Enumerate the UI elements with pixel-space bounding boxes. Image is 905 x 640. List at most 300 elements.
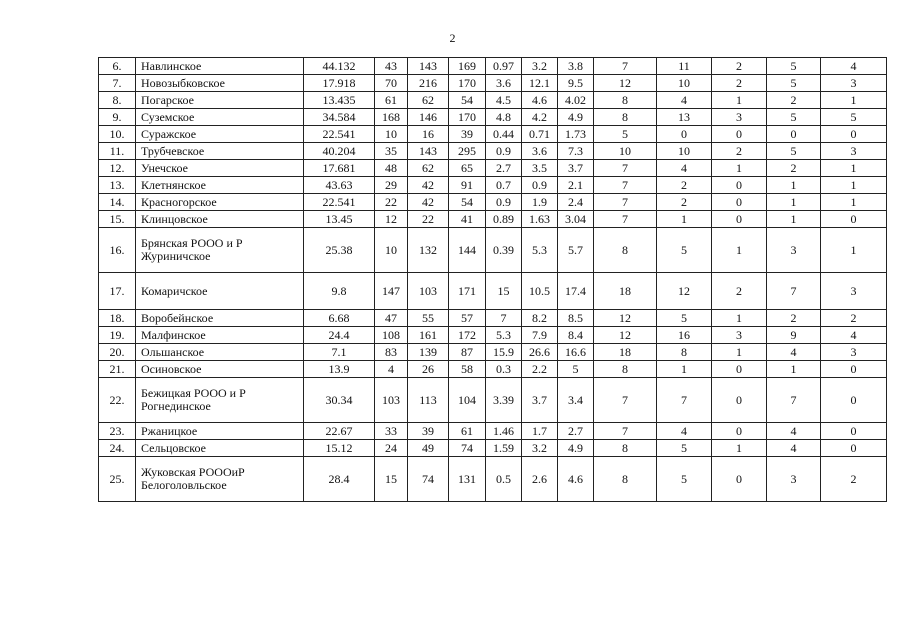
data-cell: 8.4 — [558, 327, 594, 344]
data-cell: 2 — [821, 310, 887, 327]
data-cell: 15.9 — [486, 344, 522, 361]
data-cell: 0 — [821, 126, 887, 143]
data-cell: 33 — [375, 423, 408, 440]
data-cell: 1.59 — [486, 440, 522, 457]
data-cell: 48 — [375, 160, 408, 177]
data-cell: 7 — [594, 423, 657, 440]
data-cell: 104 — [449, 378, 486, 423]
district-name: Ольшанское — [136, 344, 304, 361]
data-cell: 1.9 — [522, 194, 558, 211]
district-name: Воробейнское — [136, 310, 304, 327]
data-cell: 49 — [408, 440, 449, 457]
data-cell: 4 — [657, 423, 712, 440]
data-cell: 1 — [712, 440, 767, 457]
table-row — [99, 160, 887, 177]
data-cell: 2.2 — [522, 361, 558, 378]
row-number: 16. — [99, 228, 136, 273]
data-cell: 0.9 — [486, 143, 522, 160]
data-cell: 3.5 — [522, 160, 558, 177]
data-cell: 15 — [375, 457, 408, 502]
data-cell: 3.6 — [486, 75, 522, 92]
district-name: Клинцовское — [136, 211, 304, 228]
data-cell: 7 — [594, 378, 657, 423]
data-cell: 0 — [821, 361, 887, 378]
data-cell: 5 — [657, 440, 712, 457]
data-cell: 8.5 — [558, 310, 594, 327]
data-cell: 3 — [712, 109, 767, 126]
row-number: 20. — [99, 344, 136, 361]
row-number: 25. — [99, 457, 136, 502]
data-cell: 4 — [767, 423, 821, 440]
data-cell: 4 — [767, 344, 821, 361]
district-name: Трубчевское — [136, 143, 304, 160]
table-row — [99, 344, 887, 361]
data-cell: 5 — [767, 75, 821, 92]
table-row — [99, 273, 887, 310]
district-name: Ржаницкое — [136, 423, 304, 440]
data-cell: 3 — [821, 273, 887, 310]
row-number: 21. — [99, 361, 136, 378]
table-row — [99, 126, 887, 143]
data-cell: 4.2 — [522, 109, 558, 126]
data-cell: 4.8 — [486, 109, 522, 126]
district-name: Погарское — [136, 92, 304, 109]
data-cell: 2 — [712, 143, 767, 160]
data-cell: 12 — [594, 310, 657, 327]
data-cell: 1 — [712, 310, 767, 327]
data-cell: 25.38 — [304, 228, 375, 273]
data-cell: 2 — [657, 194, 712, 211]
district-name: Суражское — [136, 126, 304, 143]
data-cell: 13 — [657, 109, 712, 126]
data-cell: 8 — [594, 109, 657, 126]
data-cell: 2.6 — [522, 457, 558, 502]
data-cell: 4 — [767, 440, 821, 457]
data-cell: 12.1 — [522, 75, 558, 92]
data-cell: 3.2 — [522, 440, 558, 457]
data-cell: 170 — [449, 109, 486, 126]
data-cell: 132 — [408, 228, 449, 273]
data-cell: 3.4 — [558, 378, 594, 423]
data-cell: 43 — [375, 58, 408, 75]
data-cell: 147 — [375, 273, 408, 310]
data-cell: 3 — [767, 228, 821, 273]
data-cell: 1.63 — [522, 211, 558, 228]
data-cell: 216 — [408, 75, 449, 92]
data-cell: 146 — [408, 109, 449, 126]
data-cell: 9 — [767, 327, 821, 344]
district-name: Клетнянское — [136, 177, 304, 194]
row-number: 18. — [99, 310, 136, 327]
data-cell: 4 — [821, 58, 887, 75]
data-cell: 12 — [375, 211, 408, 228]
data-cell: 41 — [449, 211, 486, 228]
row-number: 8. — [99, 92, 136, 109]
data-cell: 8 — [594, 92, 657, 109]
data-cell: 1 — [821, 92, 887, 109]
data-cell: 17.681 — [304, 160, 375, 177]
data-cell: 4.9 — [558, 440, 594, 457]
data-cell: 1.7 — [522, 423, 558, 440]
table-row — [99, 361, 887, 378]
data-cell: 0 — [712, 194, 767, 211]
data-cell: 54 — [449, 92, 486, 109]
data-cell: 8 — [594, 440, 657, 457]
data-cell: 13.9 — [304, 361, 375, 378]
data-cell: 13.435 — [304, 92, 375, 109]
data-cell: 144 — [449, 228, 486, 273]
data-cell: 13.45 — [304, 211, 375, 228]
data-cell: 5 — [767, 109, 821, 126]
data-cell: 18 — [594, 344, 657, 361]
data-cell: 2.7 — [558, 423, 594, 440]
data-cell: 0 — [712, 177, 767, 194]
data-cell: 0.9 — [486, 194, 522, 211]
data-cell: 8 — [657, 344, 712, 361]
table-row — [99, 310, 887, 327]
data-cell: 42 — [408, 177, 449, 194]
district-name: Суземское — [136, 109, 304, 126]
data-cell: 3.8 — [558, 58, 594, 75]
data-cell: 4.6 — [522, 92, 558, 109]
data-cell: 2 — [767, 160, 821, 177]
data-cell: 0 — [821, 211, 887, 228]
data-cell: 62 — [408, 92, 449, 109]
data-cell: 113 — [408, 378, 449, 423]
data-cell: 8.2 — [522, 310, 558, 327]
row-number: 7. — [99, 75, 136, 92]
data-cell: 2 — [712, 273, 767, 310]
row-number: 11. — [99, 143, 136, 160]
data-cell: 10 — [375, 228, 408, 273]
data-cell: 62 — [408, 160, 449, 177]
district-name: Красногорское — [136, 194, 304, 211]
row-number: 9. — [99, 109, 136, 126]
data-cell: 9.5 — [558, 75, 594, 92]
data-cell: 29 — [375, 177, 408, 194]
data-cell: 12 — [657, 273, 712, 310]
row-number: 23. — [99, 423, 136, 440]
data-cell: 1.73 — [558, 126, 594, 143]
data-cell: 22.67 — [304, 423, 375, 440]
data-cell: 0 — [712, 378, 767, 423]
page-number: 2 — [449, 31, 456, 45]
district-name: Малфинское — [136, 327, 304, 344]
data-cell: 143 — [408, 58, 449, 75]
data-cell: 22 — [375, 194, 408, 211]
data-cell: 0.89 — [486, 211, 522, 228]
data-cell: 15 — [486, 273, 522, 310]
table-row — [99, 177, 887, 194]
data-cell: 12 — [594, 75, 657, 92]
district-name: Новозыбковское — [136, 75, 304, 92]
data-cell: 1 — [821, 160, 887, 177]
data-cell: 22.541 — [304, 126, 375, 143]
data-cell: 55 — [408, 310, 449, 327]
data-cell: 10 — [657, 75, 712, 92]
data-cell: 5 — [558, 361, 594, 378]
data-cell: 0.71 — [522, 126, 558, 143]
table-row — [99, 423, 887, 440]
data-cell: 16 — [408, 126, 449, 143]
data-cell: 10 — [375, 126, 408, 143]
data-cell: 47 — [375, 310, 408, 327]
data-cell: 83 — [375, 344, 408, 361]
table-row — [99, 143, 887, 160]
statistics-table — [98, 57, 887, 502]
data-cell: 4 — [375, 361, 408, 378]
data-cell: 34.584 — [304, 109, 375, 126]
data-cell: 26 — [408, 361, 449, 378]
data-cell: 5.7 — [558, 228, 594, 273]
data-cell: 2.4 — [558, 194, 594, 211]
table-row — [99, 457, 887, 502]
data-cell: 3.7 — [558, 160, 594, 177]
data-cell: 12 — [594, 327, 657, 344]
data-cell: 26.6 — [522, 344, 558, 361]
row-number: 15. — [99, 211, 136, 228]
data-cell: 2 — [767, 92, 821, 109]
data-cell: 74 — [449, 440, 486, 457]
data-cell: 0.5 — [486, 457, 522, 502]
row-number: 22. — [99, 378, 136, 423]
data-cell: 0.97 — [486, 58, 522, 75]
data-cell: 5 — [594, 126, 657, 143]
row-number: 19. — [99, 327, 136, 344]
data-cell: 7.3 — [558, 143, 594, 160]
data-cell: 28.4 — [304, 457, 375, 502]
data-cell: 35 — [375, 143, 408, 160]
data-cell: 139 — [408, 344, 449, 361]
data-cell: 16 — [657, 327, 712, 344]
data-cell: 0.39 — [486, 228, 522, 273]
data-cell: 7 — [594, 58, 657, 75]
data-cell: 44.132 — [304, 58, 375, 75]
data-cell: 10 — [657, 143, 712, 160]
data-cell: 9.8 — [304, 273, 375, 310]
data-cell: 0 — [712, 361, 767, 378]
data-cell: 143 — [408, 143, 449, 160]
data-cell: 17.4 — [558, 273, 594, 310]
data-cell: 2 — [712, 75, 767, 92]
data-cell: 5.3 — [522, 228, 558, 273]
data-cell: 43.63 — [304, 177, 375, 194]
data-cell: 0 — [657, 126, 712, 143]
data-cell: 0 — [712, 211, 767, 228]
data-cell: 2 — [821, 457, 887, 502]
table-row — [99, 211, 887, 228]
data-cell: 18 — [594, 273, 657, 310]
data-cell: 4.9 — [558, 109, 594, 126]
data-cell: 103 — [375, 378, 408, 423]
data-cell: 74 — [408, 457, 449, 502]
data-cell: 0.9 — [522, 177, 558, 194]
data-cell: 0.44 — [486, 126, 522, 143]
data-cell: 7 — [657, 378, 712, 423]
data-cell: 87 — [449, 344, 486, 361]
data-cell: 3.04 — [558, 211, 594, 228]
data-cell: 39 — [449, 126, 486, 143]
data-cell: 2 — [767, 310, 821, 327]
table-row — [99, 228, 887, 273]
data-cell: 58 — [449, 361, 486, 378]
data-cell: 1 — [657, 211, 712, 228]
data-cell: 7.9 — [522, 327, 558, 344]
data-cell: 1 — [821, 228, 887, 273]
data-cell: 3 — [821, 75, 887, 92]
data-cell: 4.6 — [558, 457, 594, 502]
data-cell: 30.34 — [304, 378, 375, 423]
district-name: Комаричское — [136, 273, 304, 310]
data-cell: 2.7 — [486, 160, 522, 177]
district-name: Бежицкая РООО и Р Рогнединское — [136, 378, 304, 423]
data-cell: 0 — [712, 126, 767, 143]
data-cell: 168 — [375, 109, 408, 126]
data-cell: 8 — [594, 228, 657, 273]
data-cell: 8 — [594, 457, 657, 502]
data-cell: 5 — [657, 457, 712, 502]
data-cell: 16.6 — [558, 344, 594, 361]
data-cell: 22 — [408, 211, 449, 228]
data-cell: 170 — [449, 75, 486, 92]
data-cell: 2.1 — [558, 177, 594, 194]
data-cell: 7 — [486, 310, 522, 327]
data-cell: 24.4 — [304, 327, 375, 344]
data-cell: 1 — [712, 92, 767, 109]
data-cell: 1 — [821, 177, 887, 194]
data-cell: 0 — [821, 440, 887, 457]
data-cell: 0 — [821, 378, 887, 423]
data-cell: 1.46 — [486, 423, 522, 440]
data-cell: 7 — [594, 194, 657, 211]
data-cell: 10.5 — [522, 273, 558, 310]
data-cell: 0 — [821, 423, 887, 440]
table-row — [99, 109, 887, 126]
data-cell: 5 — [657, 310, 712, 327]
data-cell: 6.68 — [304, 310, 375, 327]
district-name: Навлинское — [136, 58, 304, 75]
data-cell: 65 — [449, 160, 486, 177]
data-cell: 1 — [712, 344, 767, 361]
data-cell: 3.6 — [522, 143, 558, 160]
data-cell: 3.7 — [522, 378, 558, 423]
table-row — [99, 58, 887, 75]
table-body — [99, 58, 887, 502]
table-row — [99, 92, 887, 109]
data-cell: 39 — [408, 423, 449, 440]
data-cell: 3 — [767, 457, 821, 502]
data-cell: 4 — [657, 160, 712, 177]
row-number: 14. — [99, 194, 136, 211]
data-cell: 103 — [408, 273, 449, 310]
data-cell: 0 — [712, 423, 767, 440]
data-cell: 2 — [712, 58, 767, 75]
row-number: 10. — [99, 126, 136, 143]
data-cell: 61 — [375, 92, 408, 109]
row-number: 24. — [99, 440, 136, 457]
data-cell: 42 — [408, 194, 449, 211]
data-cell: 10 — [594, 143, 657, 160]
data-cell: 0 — [712, 457, 767, 502]
data-cell: 295 — [449, 143, 486, 160]
data-cell: 0.3 — [486, 361, 522, 378]
data-cell: 91 — [449, 177, 486, 194]
data-cell: 171 — [449, 273, 486, 310]
data-cell: 3.2 — [522, 58, 558, 75]
data-cell: 70 — [375, 75, 408, 92]
table-row — [99, 75, 887, 92]
district-name: Унечское — [136, 160, 304, 177]
row-number: 13. — [99, 177, 136, 194]
table-row — [99, 440, 887, 457]
data-cell: 7 — [767, 273, 821, 310]
data-cell: 17.918 — [304, 75, 375, 92]
data-cell: 1 — [767, 177, 821, 194]
data-cell: 54 — [449, 194, 486, 211]
data-cell: 169 — [449, 58, 486, 75]
data-cell: 0.7 — [486, 177, 522, 194]
data-cell: 1 — [767, 361, 821, 378]
data-cell: 61 — [449, 423, 486, 440]
data-cell: 3 — [821, 344, 887, 361]
data-cell: 7.1 — [304, 344, 375, 361]
data-cell: 7 — [594, 177, 657, 194]
data-cell: 161 — [408, 327, 449, 344]
data-cell: 15.12 — [304, 440, 375, 457]
data-cell: 4 — [657, 92, 712, 109]
district-name: Сельцовское — [136, 440, 304, 457]
data-cell: 1 — [821, 194, 887, 211]
table-row — [99, 194, 887, 211]
district-name: Осиновское — [136, 361, 304, 378]
data-cell: 131 — [449, 457, 486, 502]
data-cell: 1 — [712, 160, 767, 177]
data-cell: 8 — [594, 361, 657, 378]
district-name: Брянская РООО и Р Журиничское — [136, 228, 304, 273]
data-cell: 1 — [712, 228, 767, 273]
district-name: Жуковская РОООиР Белоголовльское — [136, 457, 304, 502]
data-cell: 5 — [657, 228, 712, 273]
row-number: 6. — [99, 58, 136, 75]
row-number: 12. — [99, 160, 136, 177]
data-cell: 2 — [657, 177, 712, 194]
data-cell: 1 — [767, 211, 821, 228]
data-cell: 3.39 — [486, 378, 522, 423]
data-cell: 1 — [657, 361, 712, 378]
row-number: 17. — [99, 273, 136, 310]
data-cell: 1 — [767, 194, 821, 211]
data-cell: 5 — [767, 58, 821, 75]
data-cell: 24 — [375, 440, 408, 457]
data-cell: 108 — [375, 327, 408, 344]
data-cell: 0 — [767, 126, 821, 143]
data-cell: 5 — [767, 143, 821, 160]
data-cell: 5.3 — [486, 327, 522, 344]
table-row — [99, 327, 887, 344]
data-cell: 4.02 — [558, 92, 594, 109]
data-cell: 4 — [821, 327, 887, 344]
data-cell: 57 — [449, 310, 486, 327]
data-cell: 22.541 — [304, 194, 375, 211]
data-cell: 3 — [712, 327, 767, 344]
data-cell: 7 — [594, 160, 657, 177]
data-cell: 7 — [594, 211, 657, 228]
data-cell: 3 — [821, 143, 887, 160]
data-cell: 7 — [767, 378, 821, 423]
data-cell: 40.204 — [304, 143, 375, 160]
table-row — [99, 378, 887, 423]
data-cell: 11 — [657, 58, 712, 75]
